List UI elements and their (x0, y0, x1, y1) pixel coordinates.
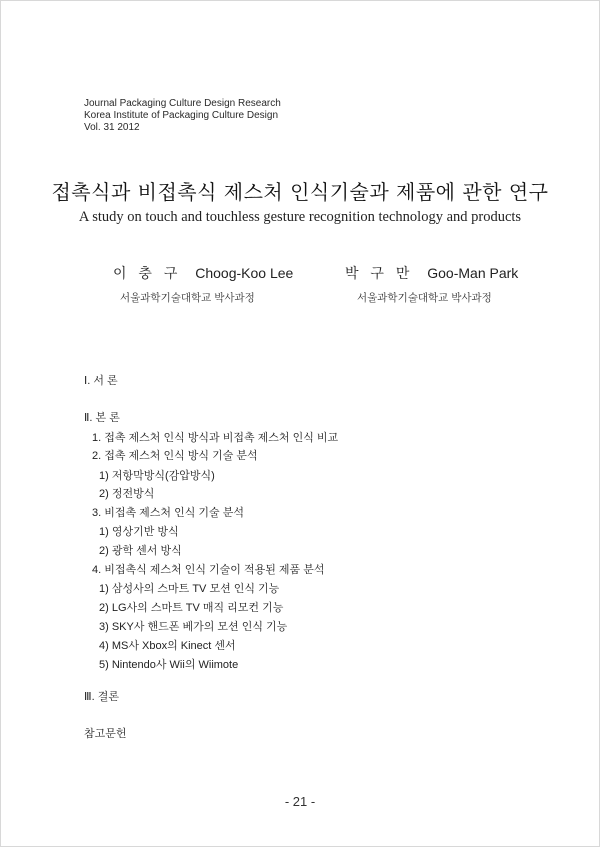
author-2-affiliation: 서울과학기술대학교 박사과정 (357, 292, 492, 304)
title-english: A study on touch and touchless gesture recognition technology and products (78, 209, 522, 225)
author-2 (345, 263, 518, 283)
author-1-name-en: Choog-Koo Lee (195, 265, 294, 281)
toc-subitem: 3) SKY사 핸드폰 베가의 모션 인식 기능 (99, 621, 288, 633)
toc-item: 4. 비접촉식 제스처 인식 기술이 적용된 제품 분석 (92, 564, 325, 576)
toc-item: 1. 접촉 제스처 인식 방식과 비접촉 제스처 인식 비교 (92, 432, 339, 444)
toc-subitem: 2) LG사의 스마트 TV 매직 리모컨 기능 (99, 602, 284, 614)
journal-publisher: Korea Institute of Packaging Culture Design (84, 110, 278, 121)
toc-subitem: 4) MS사 Xbox의 Kinect 센서 (99, 640, 236, 652)
toc-section-introduction: Ⅰ. 서 론 (84, 375, 118, 387)
journal-header (84, 98, 281, 134)
toc-subitem: 2) 정전방식 (99, 488, 155, 500)
toc-section-body: Ⅱ. 본 론 (84, 412, 120, 424)
journal-volume: Vol. 31 2012 (84, 122, 140, 133)
toc-subitem: 1) 삼성사의 스마트 TV 모션 인식 기능 (99, 583, 280, 595)
page-number: - 21 - (284, 794, 316, 809)
author-2-name-en: Goo-Man Park (427, 265, 519, 281)
toc-subitem: 2) 광학 센서 방식 (99, 545, 182, 557)
toc-section-references: 참고문헌 (84, 728, 127, 740)
title-korean: 접촉식과 비접촉식 제스처 인식기술과 제품에 관한 연구 (51, 180, 549, 204)
toc-subitem: 1) 영상기반 방식 (99, 526, 179, 538)
toc-item: 3. 비접촉 제스처 인식 기술 분석 (92, 507, 244, 519)
toc-subitem: 1) 저항막방식(감압방식) (99, 470, 215, 482)
journal-name: Journal Packaging Culture Design Research (84, 98, 281, 109)
author-1-affiliation: 서울과학기술대학교 박사과정 (120, 292, 255, 304)
toc-subitem: 5) Nintendo사 Wii의 Wiimote (99, 659, 239, 671)
author-1 (113, 263, 293, 283)
toc-section-conclusion: Ⅲ. 결론 (84, 691, 119, 703)
author-1-name-ko: 이 충 구 (113, 265, 182, 281)
toc-item: 2. 접촉 제스처 인식 방식 기술 분석 (92, 450, 258, 462)
author-2-name-ko: 박 구 만 (345, 265, 414, 281)
